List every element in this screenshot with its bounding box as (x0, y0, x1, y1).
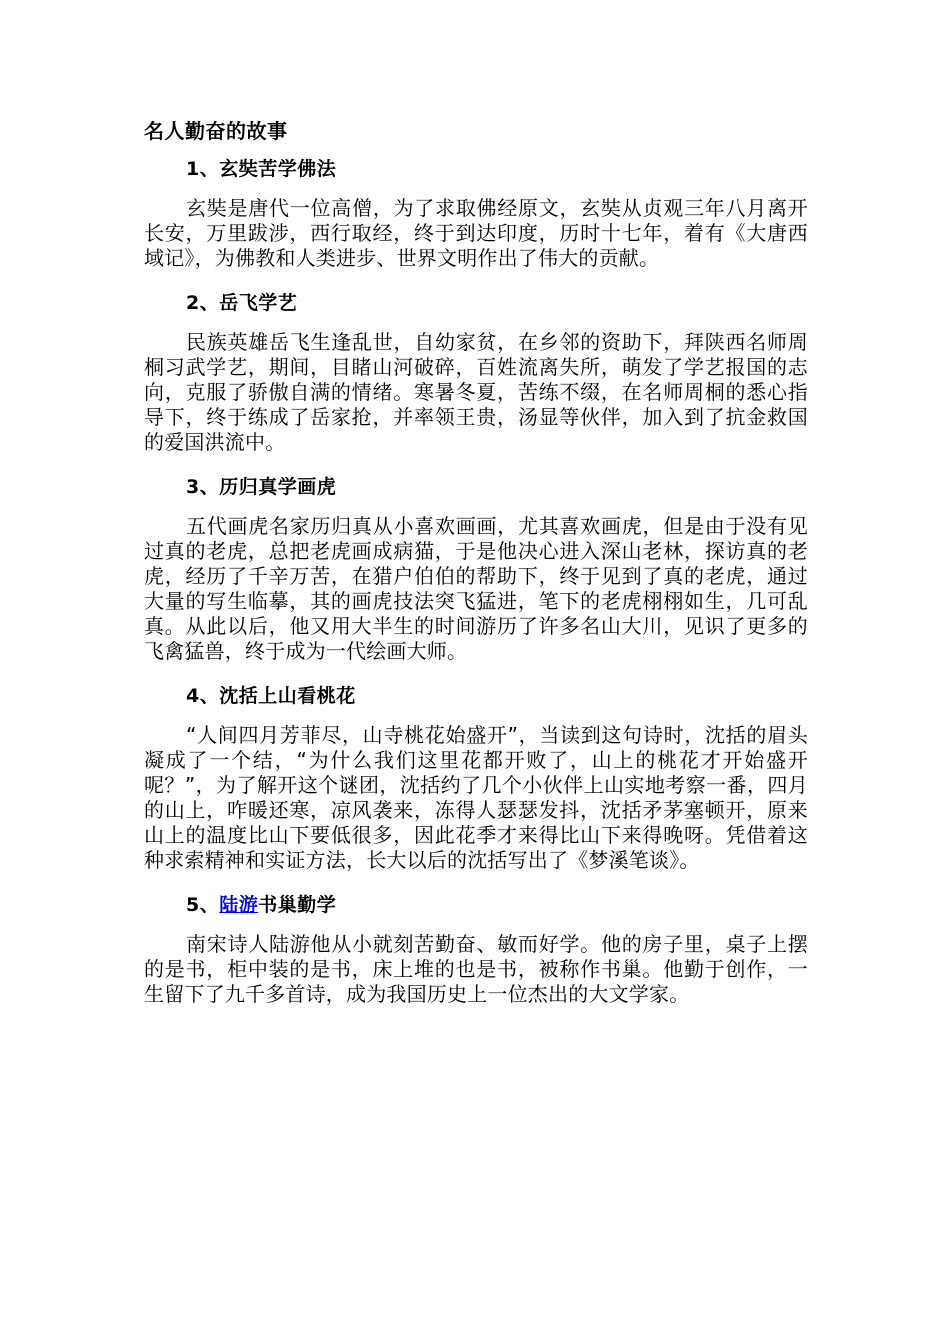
section-title: 玄奘苦学佛法 (219, 158, 337, 180)
section-number: 1、 (186, 158, 220, 180)
section-title: 书巢勤学 (258, 894, 337, 916)
section-number: 2、 (186, 292, 220, 314)
section-body-5: 南宋诗人陆游他从小就刻苦勤奋、敏而好学。他的房子里，桌子上摆的是书，柜中装的是书，床上堆的也是书，被称作书巢。他勤于创作，一生留下了九千多首诗，成为我国历史上一位杰出的大文学家。 (144, 932, 808, 1006)
section-title: 历归真学画虎 (219, 476, 337, 498)
section-number: 3、 (186, 476, 220, 498)
section-heading-1 (144, 156, 808, 182)
story-section-3 (144, 474, 808, 664)
section-number: 4、 (186, 685, 220, 707)
section-body-1: 玄奘是唐代一位高僧，为了求取佛经原文，玄奘从贞观三年八月离开长安，万里跋涉，西行取经，终于到达印度，历时十七年，着有《大唐西域记》，为佛教和人类进步、世界文明作出了伟大的贡献。 (144, 196, 808, 270)
section-title: 岳飞学艺 (219, 292, 298, 314)
section-number: 5、 (186, 894, 220, 916)
section-body-4: “人间四月芳菲尽，山寺桃花始盛开”，当读到这句诗时，沈括的眉头凝成了一个结，“为什么我们这里花都开败了，山上的桃花才开始盛开呢？”，为了解开这个谜团，沈括约了几个小伙伴上山实地考察一番，四月的山上，咋暖还寒，凉风袭来，冻得人瑟瑟发抖，沈括矛茅塞顿开，原来山上的温度比山下要低很多，因此花季才来得比山下来得晚呀。凭借着这种求索精神和实证方法，长大以后的沈括写出了《梦溪笔谈》。 (144, 723, 808, 872)
story-section-2 (144, 290, 808, 455)
section-heading-3 (144, 474, 808, 500)
section-heading-4 (144, 683, 808, 709)
section-title: 沈括上山看桃花 (219, 685, 356, 707)
document-page (144, 118, 808, 1026)
story-section-5 (144, 892, 808, 1007)
section-body-2: 民族英雄岳飞生逢乱世，自幼家贫，在乡邻的资助下，拜陕西名师周桐习武学艺，期间，目睹山河破碎，百姓流离失所，萌发了学艺报国的志向，克服了骄傲自满的情绪。寒暑冬夏，苦练不缀，在名师周桐的悉心指导下，终于练成了岳家抢，并率领王贵，汤显等伙伴，加入到了抗金救国的爱国洪流中。 (144, 330, 808, 454)
section-body-3: 五代画虎名家历归真从小喜欢画画，尤其喜欢画虎，但是由于没有见过真的老虎，总把老虎画成病猫，于是他决心进入深山老林，探访真的老虎，经历了千辛万苦，在猎户伯伯的帮助下，终于见到了真的老虎，通过大量的写生临摹，其的画虎技法突飞猛进，笔下的老虎栩栩如生，几可乱真。从此以后，他又用大半生的时间游历了许多名山大川，见识了更多的飞禽猛兽，终于成为一代绘画大师。 (144, 514, 808, 663)
story-section-1 (144, 156, 808, 271)
section-heading-2 (144, 290, 808, 316)
document-title: 名人勤奋的故事 (144, 119, 288, 143)
story-section-4 (144, 683, 808, 873)
section-heading-link[interactable]: 陆游 (219, 894, 259, 916)
section-heading-5 (144, 892, 808, 918)
